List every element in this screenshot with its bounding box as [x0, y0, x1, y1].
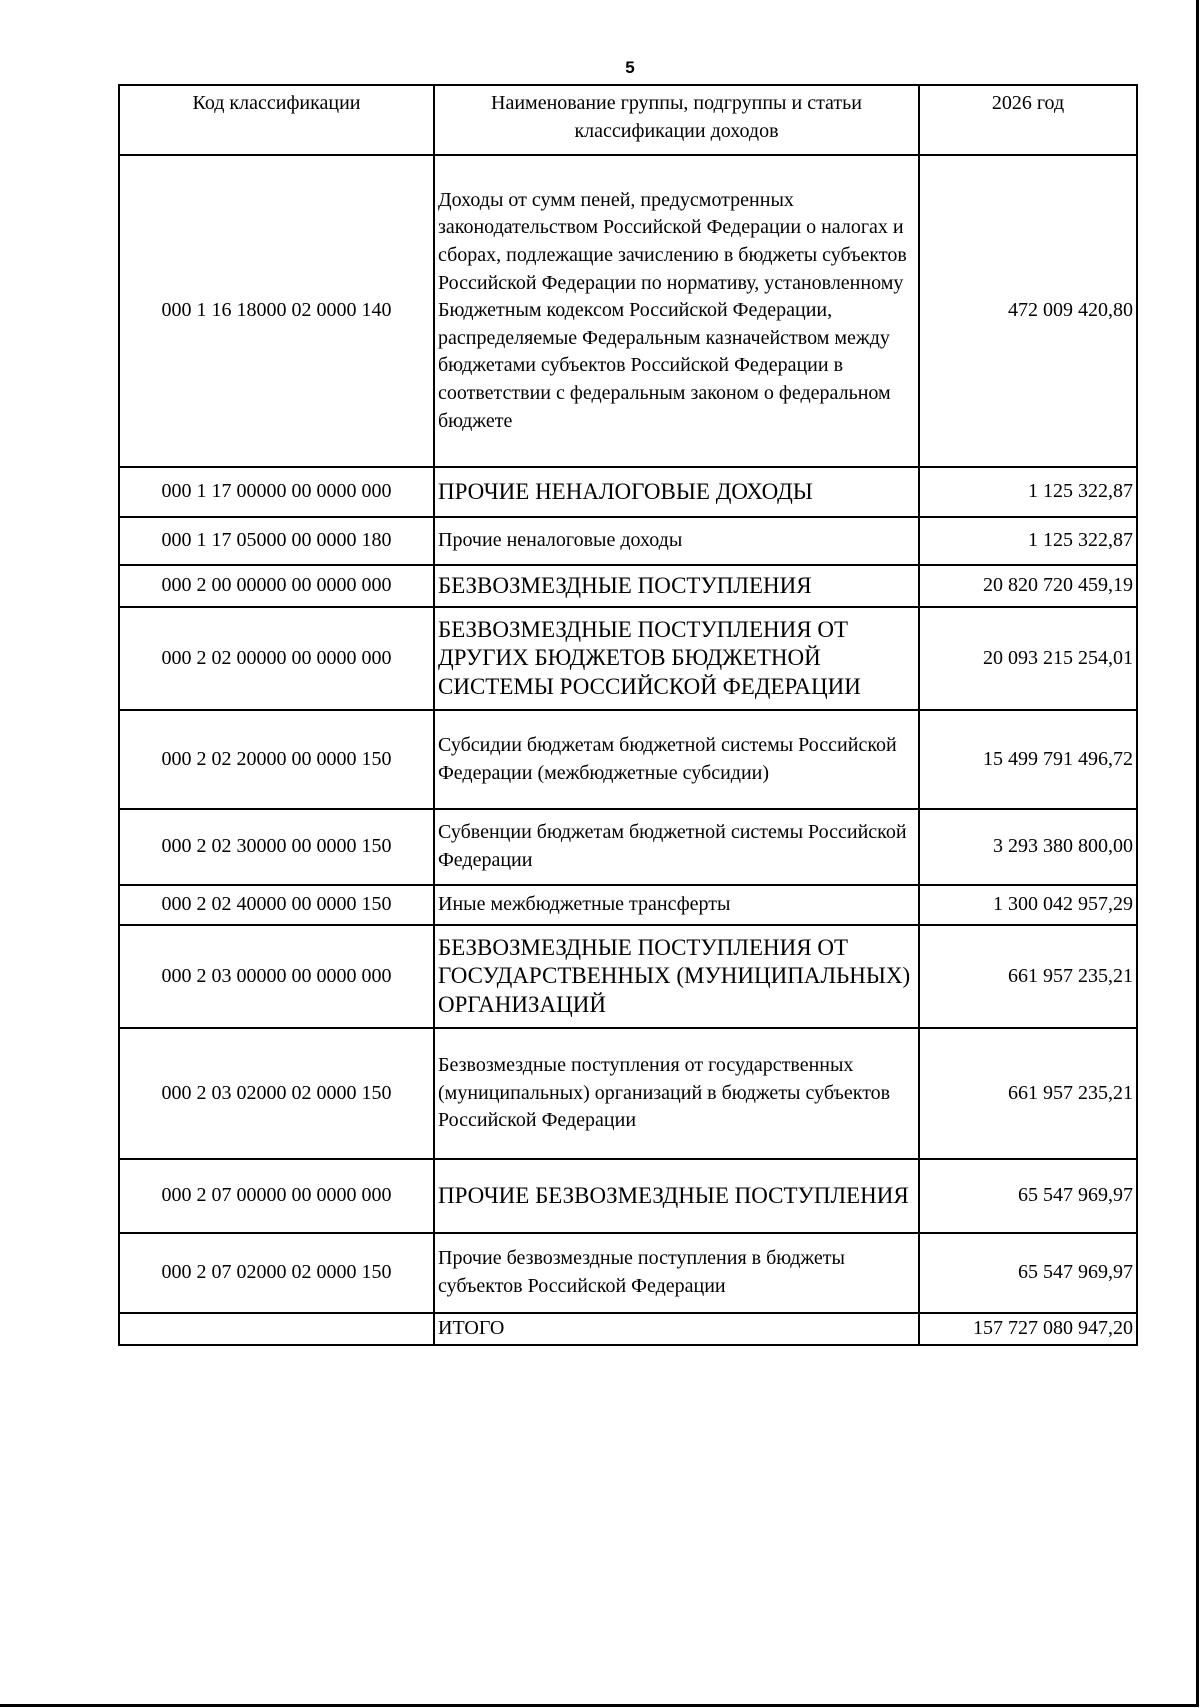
- row-code: 000 1 16 18000 02 0000 140: [119, 155, 434, 467]
- row-name: ПРОЧИЕ НЕНАЛОГОВЫЕ ДОХОДЫ: [434, 467, 919, 517]
- row-code: 000 2 02 20000 00 0000 150: [119, 710, 434, 809]
- row-amount: 20 093 215 254,01: [919, 607, 1137, 710]
- row-amount: 15 499 791 496,72: [919, 710, 1137, 809]
- row-amount: 661 957 235,21: [919, 925, 1137, 1028]
- row-amount: 1 300 042 957,29: [919, 885, 1137, 925]
- table-row: [119, 1233, 1137, 1313]
- row-code: 000 2 00 00000 00 0000 000: [119, 565, 434, 607]
- row-code: 000 2 07 02000 02 0000 150: [119, 1233, 434, 1313]
- table-row: [119, 885, 1137, 925]
- row-name: Субвенции бюджетам бюджетной системы Российской Федерации: [434, 809, 919, 885]
- row-code: 000 2 03 02000 02 0000 150: [119, 1028, 434, 1159]
- table-row: [119, 1028, 1137, 1159]
- table-row: [119, 710, 1137, 809]
- row-name: Прочие безвозмездные поступления в бюджеты субъектов Российской Федерации: [434, 1233, 919, 1313]
- row-name: БЕЗВОЗМЕЗДНЫЕ ПОСТУПЛЕНИЯ: [434, 565, 919, 607]
- table-row: [119, 467, 1137, 517]
- row-amount: 661 957 235,21: [919, 1028, 1137, 1159]
- total-amount: 157 727 080 947,20: [919, 1313, 1137, 1345]
- row-name: БЕЗВОЗМЕЗДНЫЕ ПОСТУПЛЕНИЯ ОТ ГОСУДАРСТВЕННЫХ (МУНИЦИПАЛЬНЫХ) ОРГАНИЗАЦИЙ: [434, 925, 919, 1028]
- row-name: ПРОЧИЕ БЕЗВОЗМЕЗДНЫЕ ПОСТУПЛЕНИЯ: [434, 1159, 919, 1233]
- total-label: ИТОГО: [434, 1313, 919, 1345]
- row-code: 000 1 17 05000 00 0000 180: [119, 517, 434, 565]
- table-row: [119, 1159, 1137, 1233]
- row-name: БЕЗВОЗМЕЗДНЫЕ ПОСТУПЛЕНИЯ ОТ ДРУГИХ БЮДЖЕТОВ БЮДЖЕТНОЙ СИСТЕМЫ РОССИЙСКОЙ ФЕДЕРАЦИИ: [434, 607, 919, 710]
- row-code: 000 2 03 00000 00 0000 000: [119, 925, 434, 1028]
- row-name: Безвозмездные поступления от государственных (муниципальных) организаций в бюджеты субъектов Российской Федерации: [434, 1028, 919, 1159]
- table-total-row: [119, 1313, 1137, 1345]
- table-row: [119, 565, 1137, 607]
- total-code: [119, 1313, 434, 1345]
- table-row: [119, 809, 1137, 885]
- row-amount: 65 547 969,97: [919, 1233, 1137, 1313]
- row-name: Иные межбюджетные трансферты: [434, 885, 919, 925]
- header-code: Код классификации: [119, 85, 434, 155]
- table-row: [119, 155, 1137, 467]
- row-code: 000 2 02 40000 00 0000 150: [119, 885, 434, 925]
- table-header-row: [119, 85, 1137, 155]
- row-code: 000 2 02 00000 00 0000 000: [119, 607, 434, 710]
- row-amount: 1 125 322,87: [919, 467, 1137, 517]
- table-row: [119, 925, 1137, 1028]
- row-amount: 65 547 969,97: [919, 1159, 1137, 1233]
- revenue-table: [118, 84, 1138, 1346]
- row-amount: 20 820 720 459,19: [919, 565, 1137, 607]
- row-name: Доходы от сумм пеней, предусмотренных законодательством Российской Федерации о налогах и сборах, подлежащие зачислению в бюджеты субъектов Российской Федерации по нормативу, установленному Бюджетным кодексом Российской Федерации, распределяемые Федеральным казначейством между бюджетами субъектов Российской Федерации в соответствии с федеральным законом о федеральном бюджете: [434, 155, 919, 467]
- header-amount: 2026 год: [919, 85, 1137, 155]
- row-code: 000 2 07 00000 00 0000 000: [119, 1159, 434, 1233]
- row-amount: 472 009 420,80: [919, 155, 1137, 467]
- page-number: 5: [625, 58, 635, 77]
- row-code: 000 2 02 30000 00 0000 150: [119, 809, 434, 885]
- row-amount: 3 293 380 800,00: [919, 809, 1137, 885]
- header-name: Наименование группы, подгруппы и статьи классификации доходов: [434, 85, 919, 155]
- row-code: 000 1 17 00000 00 0000 000: [119, 467, 434, 517]
- row-name: Прочие неналоговые доходы: [434, 517, 919, 565]
- row-name: Субсидии бюджетам бюджетной системы Российской Федерации (межбюджетные субсидии): [434, 710, 919, 809]
- table-row: [119, 607, 1137, 710]
- table-row: [119, 517, 1137, 565]
- row-amount: 1 125 322,87: [919, 517, 1137, 565]
